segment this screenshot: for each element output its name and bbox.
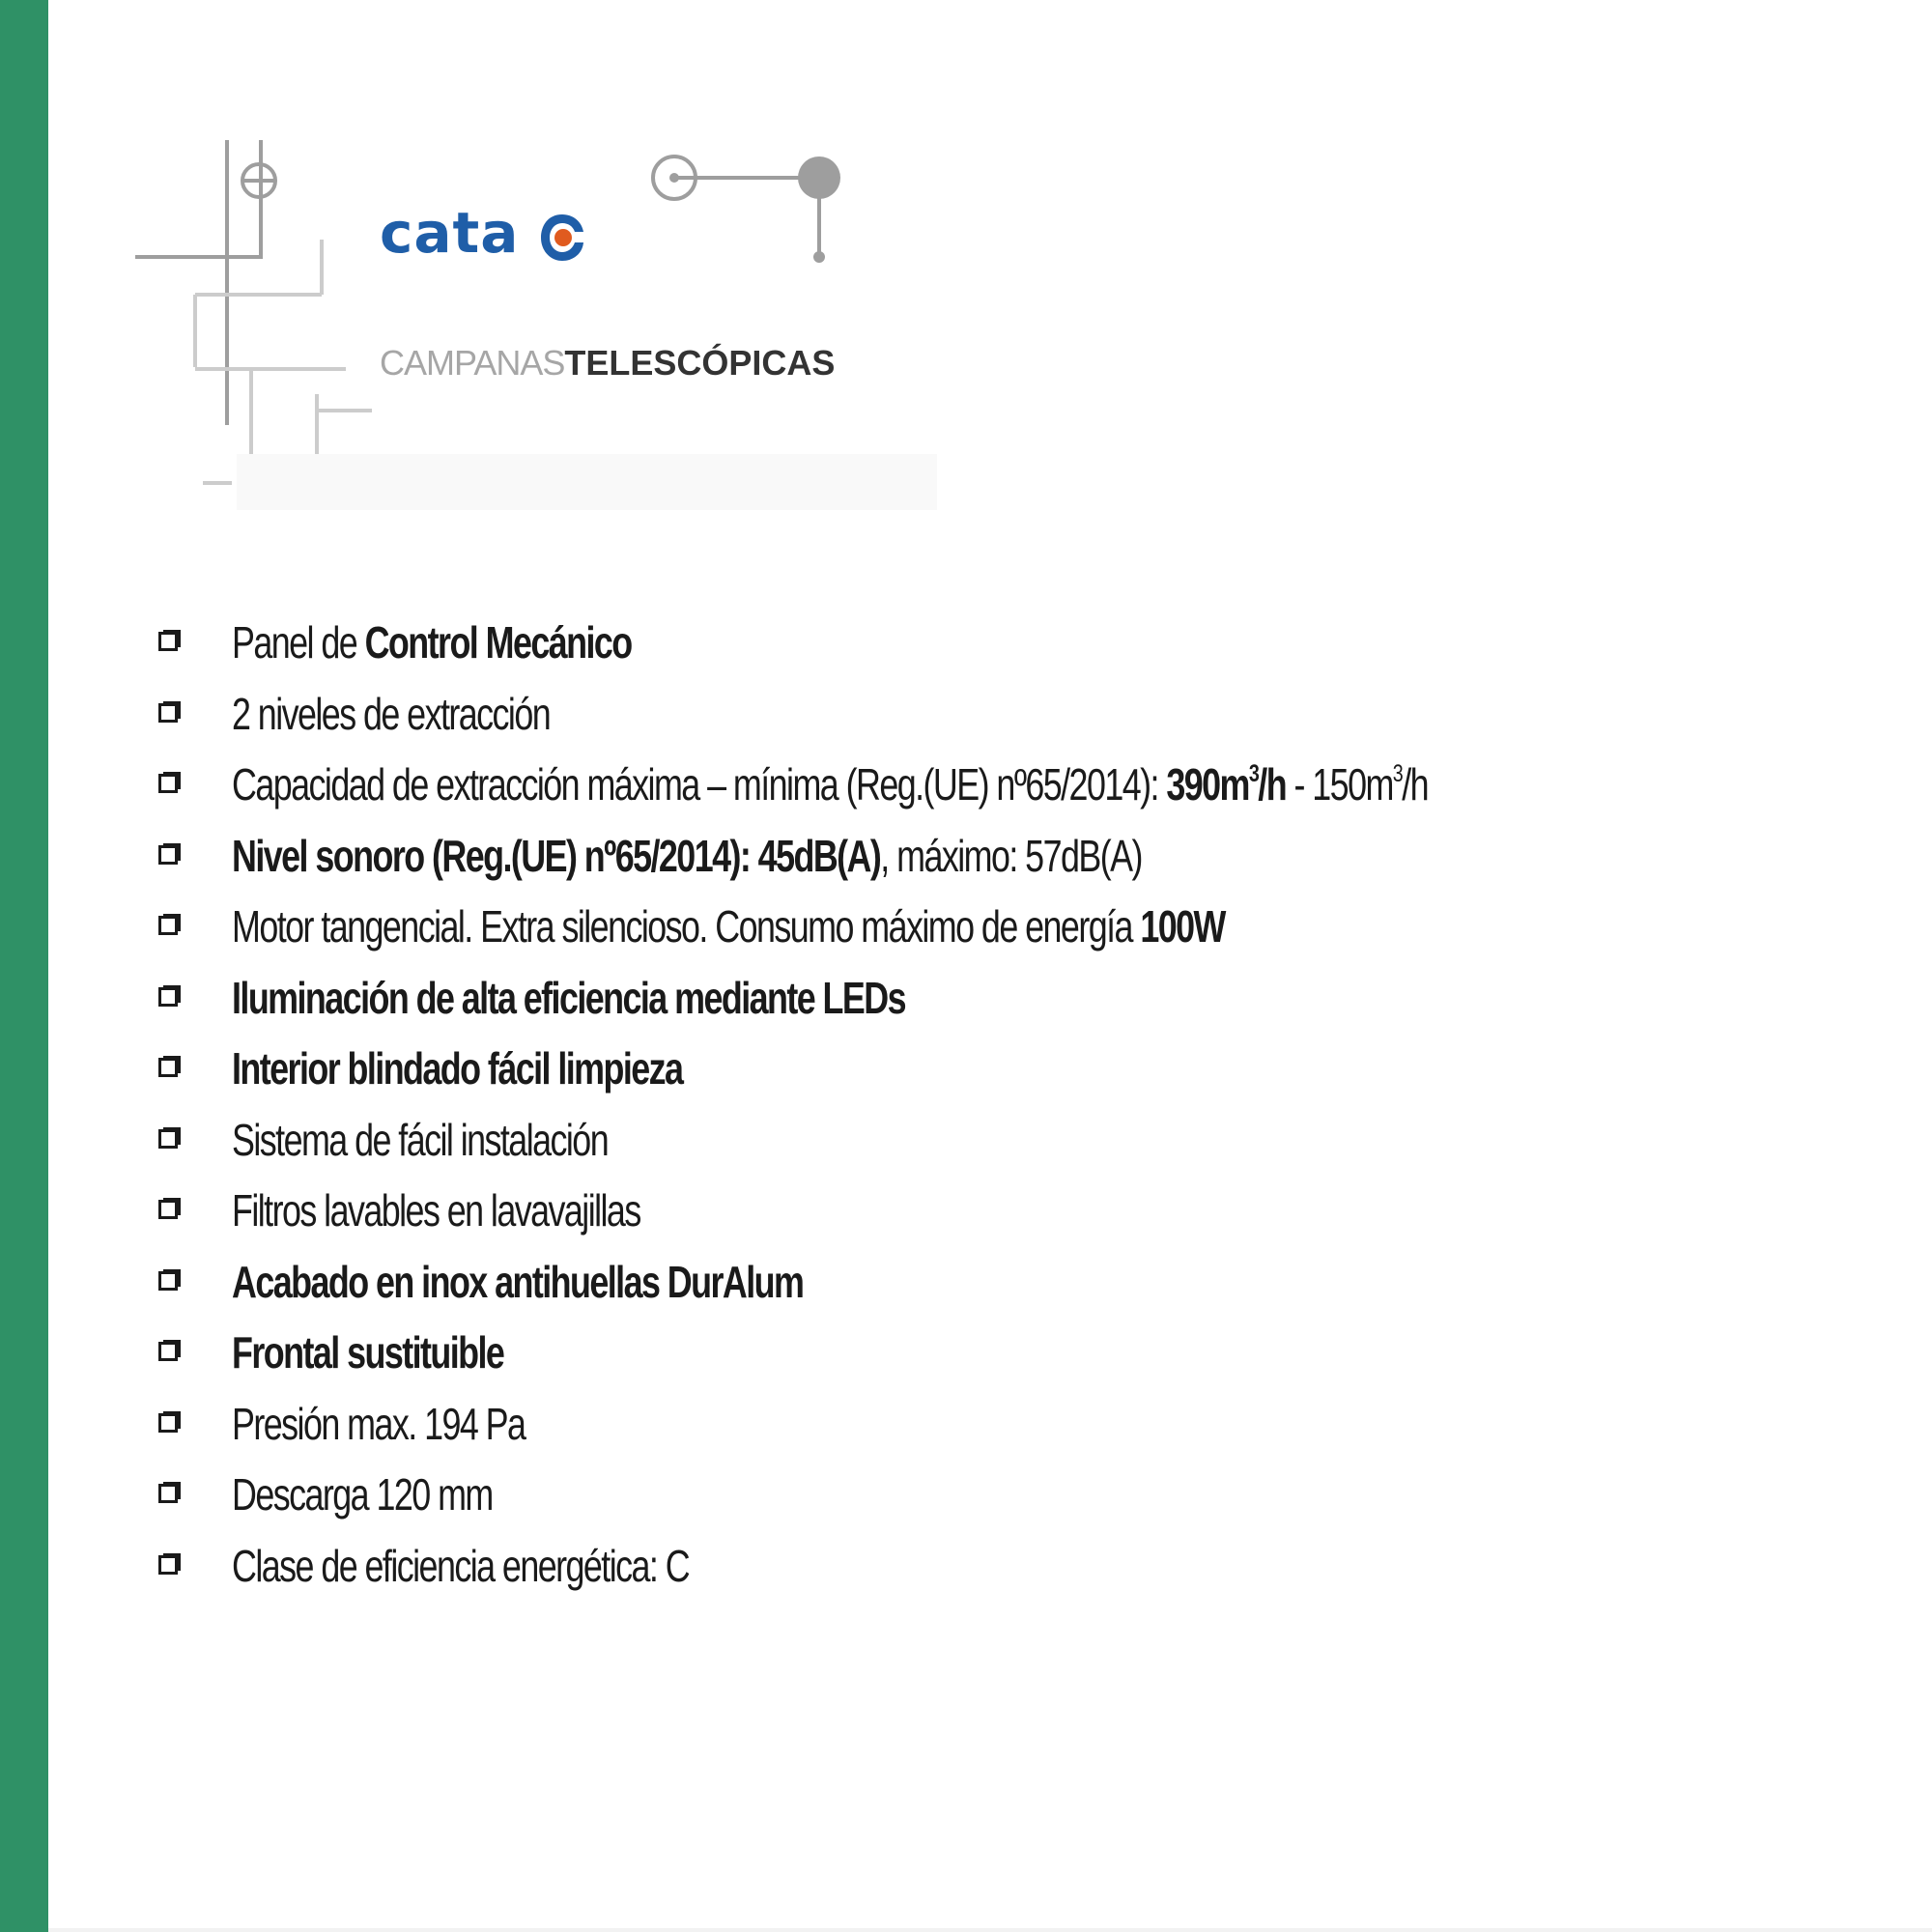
checkbox-icon <box>157 770 183 795</box>
checkbox-icon <box>157 1054 183 1079</box>
feature-text <box>232 1112 608 1170</box>
checkbox-icon <box>157 841 183 867</box>
feature-text <box>232 686 550 744</box>
feature-text-part: 3 <box>1392 760 1403 788</box>
category-title-bold: TELESCÓPICAS <box>564 343 836 383</box>
feature-text <box>232 1254 803 1312</box>
cata-logo-icon <box>538 211 586 265</box>
bottom-rule <box>48 1928 1932 1932</box>
accent-side-bar <box>0 0 48 1932</box>
feature-text-part: 390m <box>1166 759 1249 810</box>
feature-text-part: Nivel sonoro (Reg.(UE) nº65/2014): 45dB(A) <box>232 830 881 881</box>
checkbox-icon <box>157 1125 183 1151</box>
checkbox-icon <box>157 1196 183 1221</box>
checkbox-icon <box>157 628 183 653</box>
decorative-line-graphic <box>0 0 1932 580</box>
checkbox-icon <box>157 912 183 937</box>
feature-text-part: 2 niveles de extracción <box>232 688 551 739</box>
feature-text <box>232 898 1225 956</box>
feature-text-part: Sistema de fácil instalación <box>232 1114 609 1165</box>
checkbox-icon <box>157 1551 183 1577</box>
feature-text <box>232 756 1428 814</box>
feature-text <box>232 1040 682 1098</box>
checkbox-icon <box>157 1480 183 1505</box>
feature-text-part: Acabado en inox antihuellas DurAlum <box>232 1256 804 1307</box>
feature-text-part: 100W <box>1140 901 1225 952</box>
feature-text-part: Frontal sustituible <box>232 1327 504 1378</box>
category-title <box>380 343 836 383</box>
feature-text <box>232 1396 525 1454</box>
feature-text <box>232 1538 689 1596</box>
feature-text-part: Presión max. 194 Pa <box>232 1398 526 1449</box>
feature-text <box>232 970 905 1028</box>
feature-text <box>232 1324 503 1382</box>
feature-text-part: Control Mecánico <box>364 617 632 668</box>
feature-text <box>232 828 1142 886</box>
feature-text <box>232 614 632 672</box>
feature-text-part: Panel de <box>232 617 365 668</box>
checkbox-icon <box>157 1409 183 1435</box>
checkbox-icon <box>157 1267 183 1293</box>
feature-text-part: Capacidad de extracción máxima – mínima (Reg.(UE) nº65/2014): <box>232 759 1167 810</box>
feature-text-part: /h <box>1258 759 1287 810</box>
checkbox-icon <box>157 1338 183 1363</box>
checkbox-icon <box>157 699 183 724</box>
feature-text-part: Filtros lavables en lavavajillas <box>232 1185 640 1236</box>
feature-text-part: Iluminación de alta eficiencia mediante LEDs <box>232 972 906 1023</box>
feature-text-part: Descarga 120 mm <box>232 1469 493 1520</box>
feature-text-part: Clase de eficiencia energética: C <box>232 1540 690 1591</box>
feature-text-part: 3 <box>1248 760 1259 788</box>
category-title-light: CAMPANAS <box>380 343 565 383</box>
cata-logo-text: cata <box>380 200 520 266</box>
feature-text-part: - 150m <box>1286 759 1393 810</box>
feature-text-part: /h <box>1402 759 1429 810</box>
feature-text <box>232 1466 493 1524</box>
checkbox-icon <box>157 983 183 1009</box>
feature-text <box>232 1182 640 1240</box>
feature-text-part: , máximo: 57dB(A) <box>880 830 1142 881</box>
feature-text-part: Motor tangencial. Extra silencioso. Consumo máximo de energía <box>232 901 1141 952</box>
feature-text-part: Interior blindado fácil limpieza <box>232 1043 683 1094</box>
